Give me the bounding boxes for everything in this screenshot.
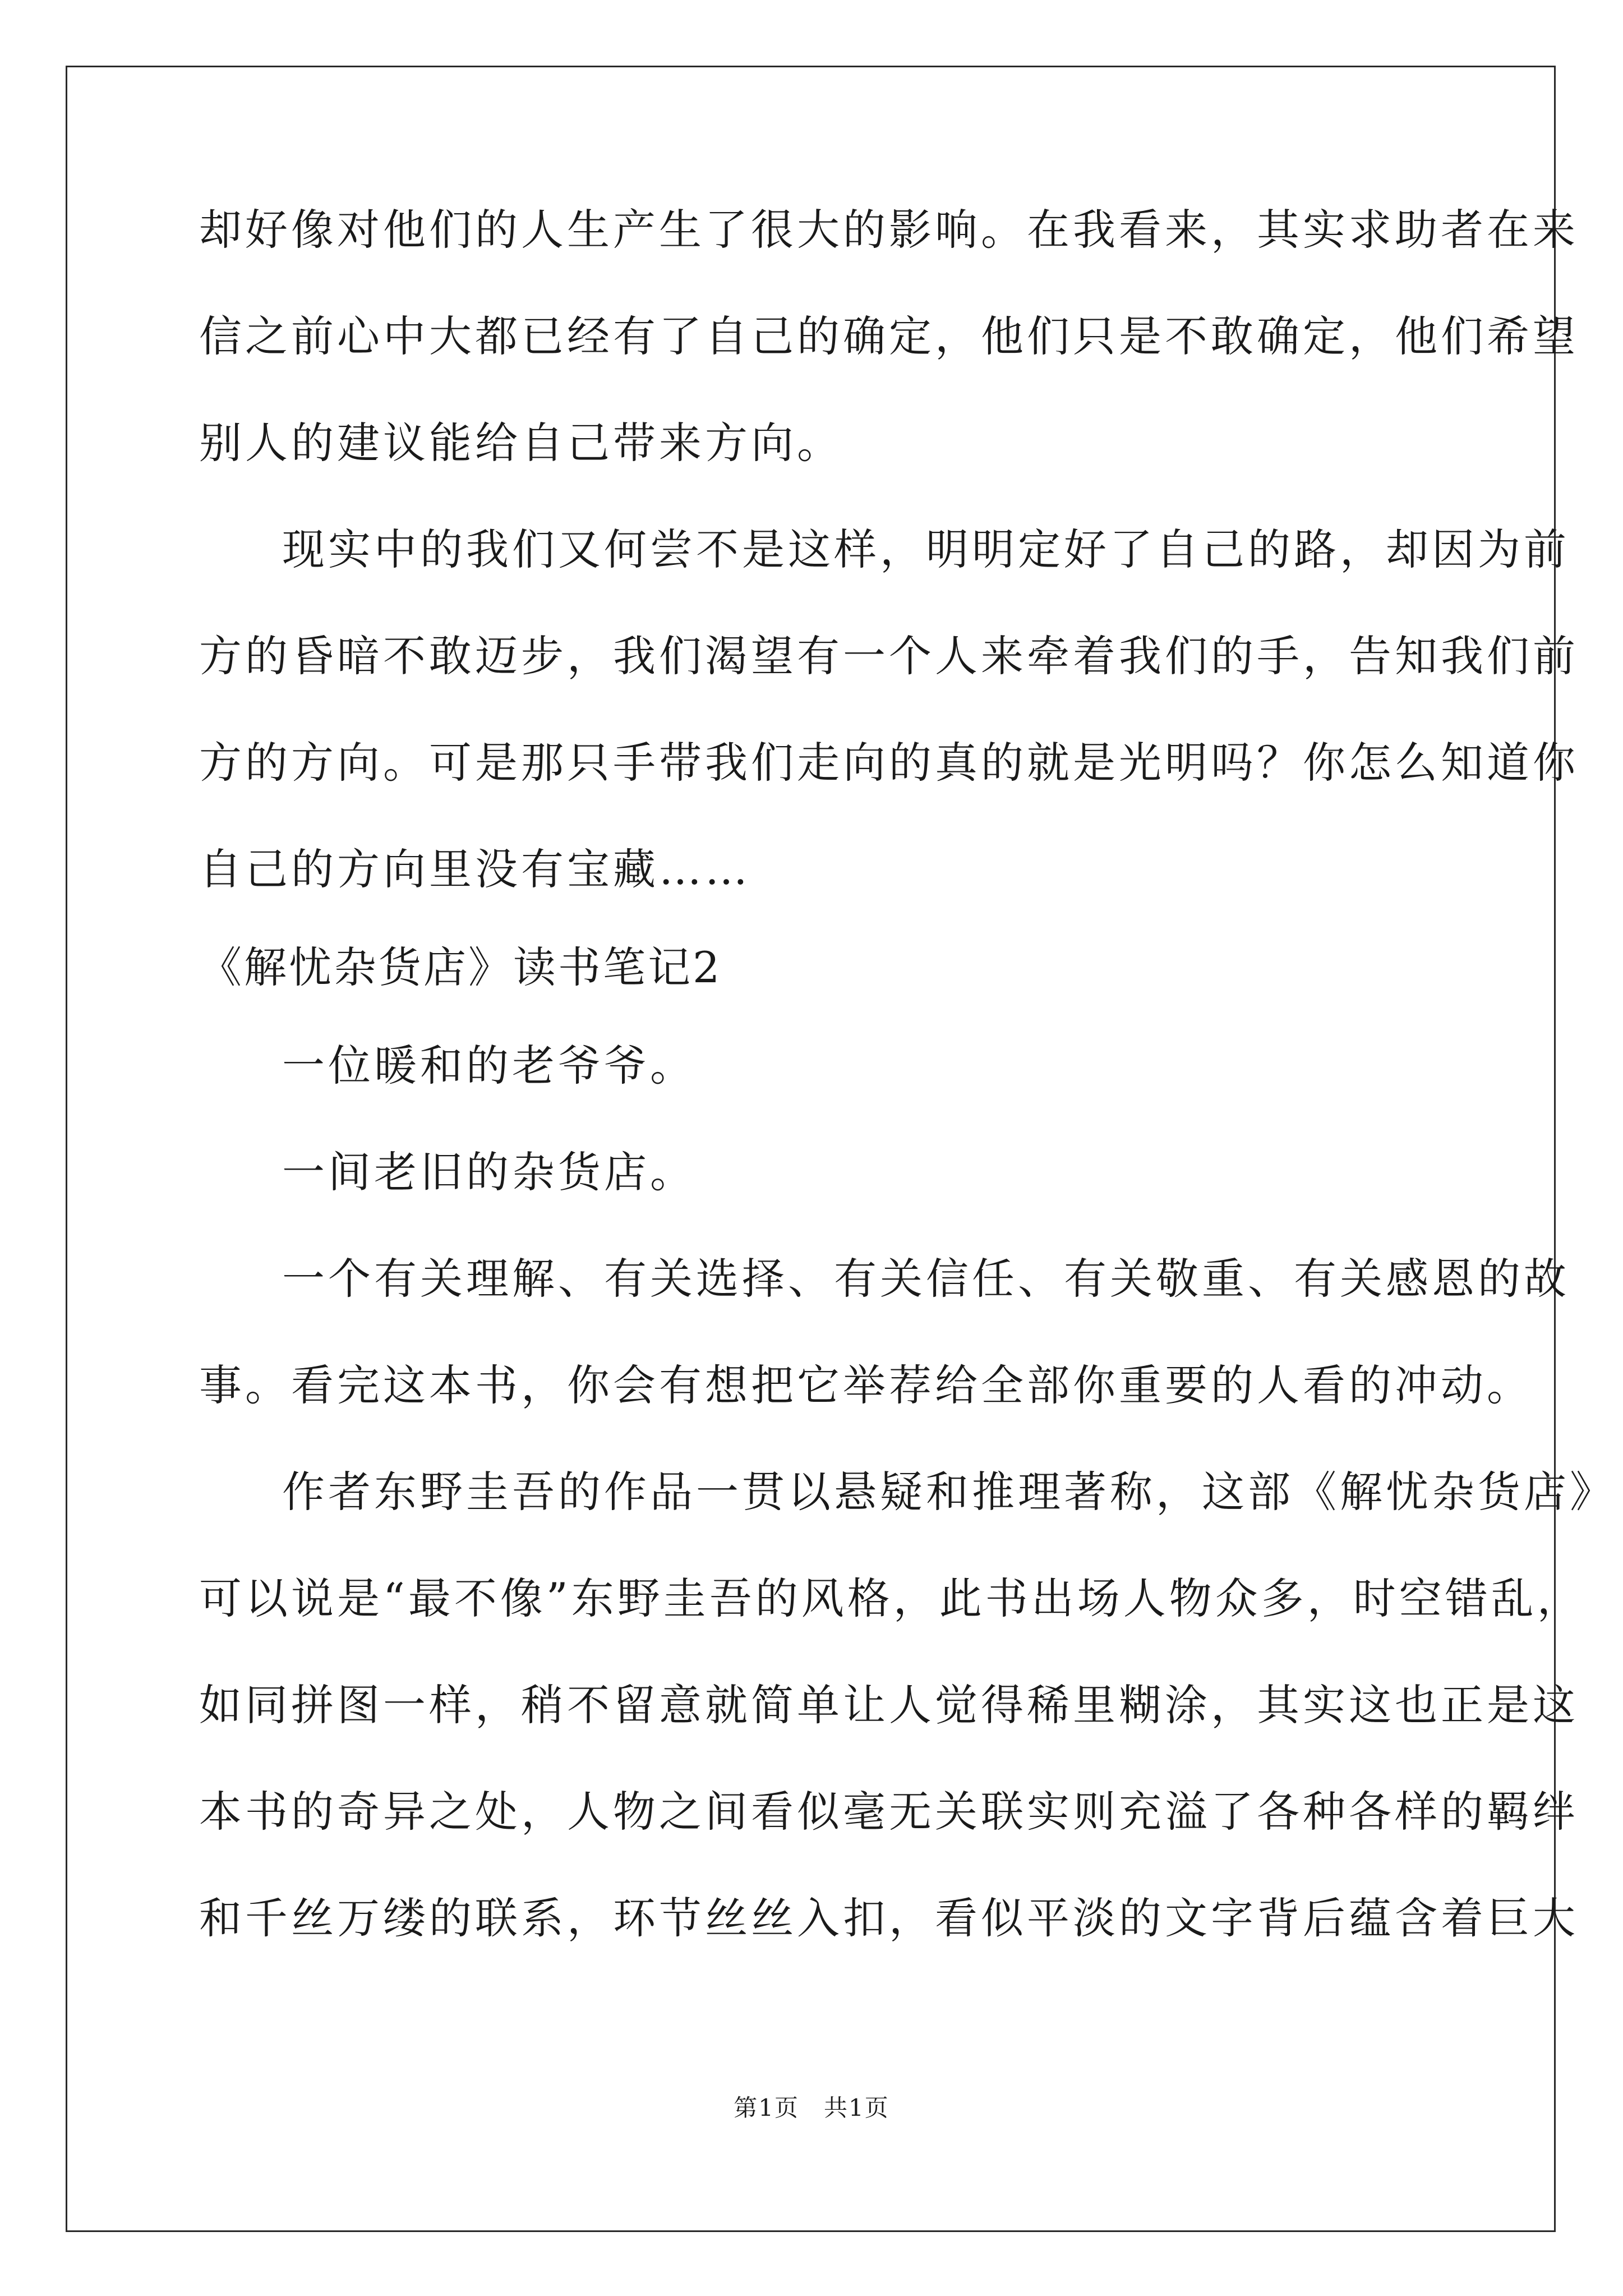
paragraph-start: 现实中的我们又何尝不是这样，明明定好了自己的路，却因为前 [282,524,1570,574]
text-line: 方的昏暗不敢迈步，我们渴望有一个人来牵着我们的手，告知我们前 [199,631,1579,681]
paragraph-start: 一个有关理解、有关选择、有关信任、有关敬重、有关感恩的故 [282,1254,1570,1304]
text-line: 事。看完这本书，你会有想把它举荐给全部你重要的人看的冲动。 [199,1360,1533,1410]
text-line: 方的方向。可是那只手带我们走向的真的就是光明吗？你怎么知道你 [199,738,1579,788]
text-line: 别人的建议能给自己带来方向。 [199,418,843,468]
text-line: 本书的奇异之处，人物之间看似毫无关联实则充溢了各种各样的羁绊 [199,1787,1579,1837]
page-number: 第1页 共1页 [734,2094,889,2122]
paragraph-start: 一间老旧的杂货店。 [282,1147,696,1197]
paragraph-start: 作者东野圭吾的作品一贯以悬疑和推理著称，这部《解忧杂货店》 [282,1467,1616,1517]
text-line: 可以说是“最不像”东野圭吾的风格，此书出场人物众多，时空错乱， [199,1573,1583,1623]
text-line: 却好像对他们的人生产生了很大的影响。在我看来，其实求助者在来 [199,205,1579,255]
text-line: 自己的方向里没有宝藏…… [199,844,751,894]
paragraph-start: 一位暖和的老爷爷。 [282,1041,696,1091]
text-line: 信之前心中大都已经有了自己的确定，他们只是不敢确定，他们希望 [199,311,1579,361]
section-heading: 《解忧杂货店》读书笔记2 [199,942,722,992]
text-line: 如同拼图一样，稍不留意就简单让人觉得稀里糊涂，其实这也正是这 [199,1680,1579,1730]
text-line: 和千丝万缕的联系，环节丝丝入扣，看似平淡的文字背后蕴含着巨大 [199,1893,1579,1943]
